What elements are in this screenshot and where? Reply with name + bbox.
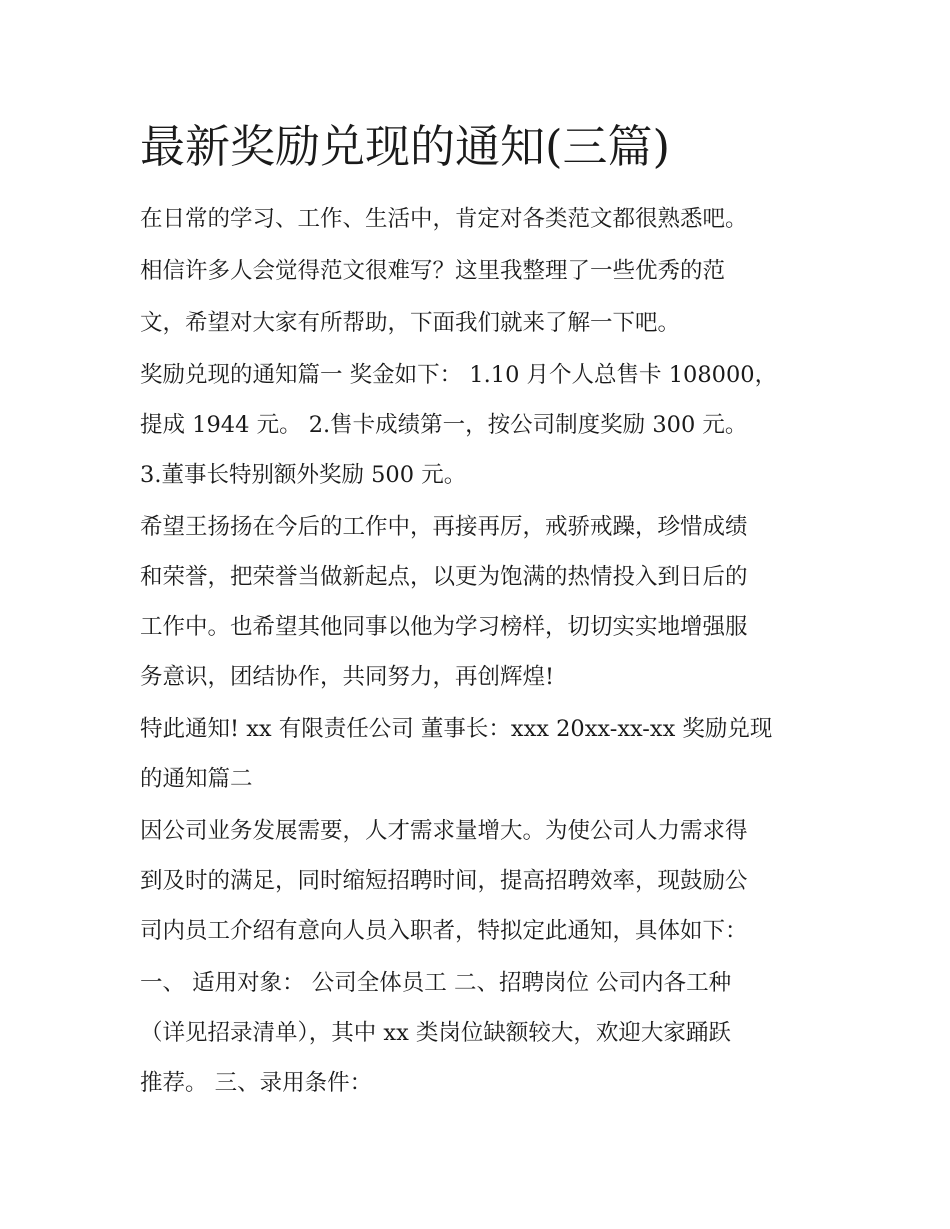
body-line: 和荣誉，把荣誉当做新起点，以更为饱满的热情投入到日后的 [140,564,748,590]
body-line: 务意识，团结协作，共同努力，再创辉煌! [140,664,555,690]
body-line: 奖励兑现的通知篇一 奖金如下： 1.10 月个人总售卡 108000， [140,362,778,388]
body-line: 相信许多人会觉得范文很难写？这里我整理了一些优秀的范 [140,258,726,284]
body-line: 到及时的满足，同时缩短招聘时间，提高招聘效率，现鼓励公 [140,868,748,894]
body-line: 在日常的学习、工作、生活中，肯定对各类范文都很熟悉吧。 [140,206,748,232]
body-line: 的通知篇二 [140,766,253,792]
body-line: 工作中。也希望其他同事以他为学习榜样，切切实实地增强服 [140,614,748,640]
body-line: 文，希望对大家有所帮助，下面我们就来了解一下吧。 [140,310,681,336]
body-line: 3.董事长特别额外奖励 500 元。 [140,462,467,488]
body-line: 一、 适用对象： 公司全体员工 二、招聘岗位 公司内各工种 [140,970,732,996]
body-line: （详见招录清单），其中 xx 类岗位缺额较大，欢迎大家踊跃 [140,1020,731,1046]
body-line: 希望王扬扬在今后的工作中，再接再厉，戒骄戒躁，珍惜成绩 [140,514,748,540]
body-line: 推荐。 三、录用条件： [140,1070,373,1096]
body-line: 司内员工介绍有意向人员入职者，特拟定此通知，具体如下： [140,918,748,944]
body-line: 特此通知! xx 有限责任公司 董事长：xxx 20xx-xx-xx 奖励兑现 [140,716,773,742]
body-line: 提成 1944 元。 2.售卡成绩第一，按公司制度奖励 300 元。 [140,412,748,438]
document-title: 最新奖励兑现的通知(三篇) [140,120,671,173]
body-line: 因公司业务发展需要，人才需求量增大。为使公司人力需求得 [140,818,748,844]
